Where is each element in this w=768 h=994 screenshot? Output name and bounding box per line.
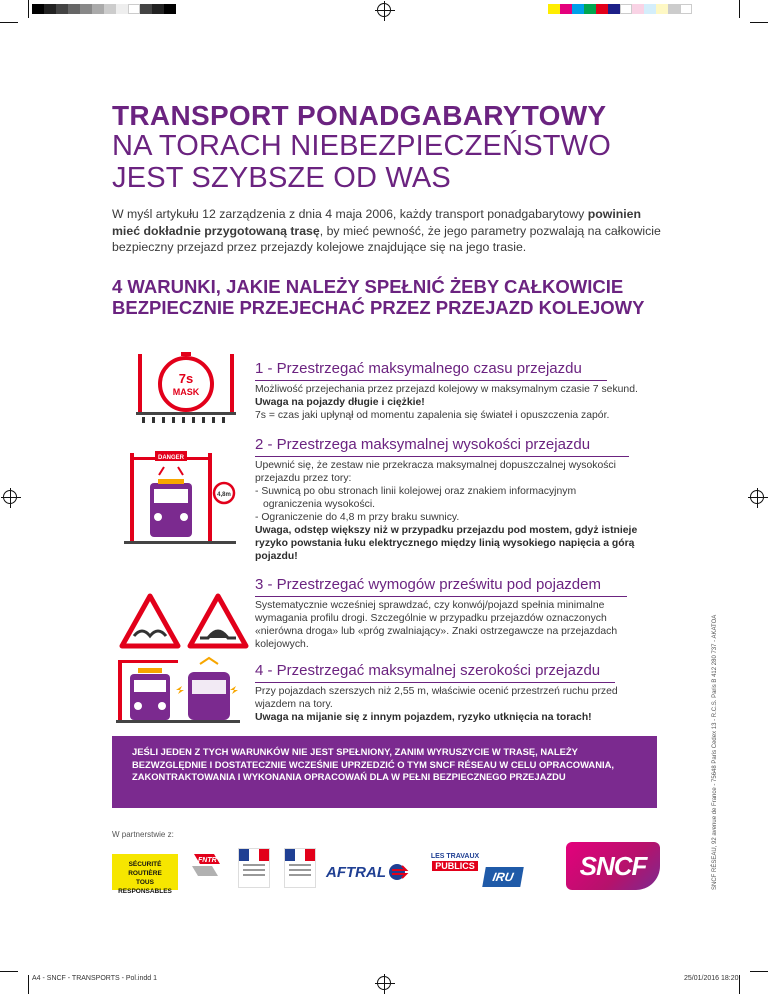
condition-1-bold: Uwaga na pojazdy długie i ciężkie!	[255, 397, 425, 408]
aftral-mark-icon	[388, 863, 410, 881]
aftral-text: AFTRAL	[326, 863, 386, 881]
crop-mark	[28, 975, 29, 994]
ministry-logo-1	[238, 848, 270, 888]
print-color-bar-right	[548, 4, 692, 14]
intro-paragraph	[112, 206, 662, 256]
fntr-logo	[190, 850, 228, 880]
crop-mark	[750, 971, 768, 972]
condition-4-text: Przy pojazdach szerszych niż 2,55 m, właściwie ocenić przestrzeń ruchu przed wjazdem na tory.	[255, 686, 618, 710]
condition-2-line-3: ograniczenia wysokości.	[263, 499, 376, 510]
page-title: TRANSPORT PONADGABARYTOWY	[112, 100, 607, 131]
condition-2-title-text: 2 - Przestrzega maksymalnej wysokości przejazdu	[255, 436, 591, 453]
condition-3-body: Systematycznie wcześniej sprawdzać, czy konwój/pojazd spełnia minimalne wymagania profilu drogi. Szczególnie w przypadku przejazdów oznaczonych «nierówna droga» lub «próg zwalniający». Znaki ostrzegawcze na przejazdach kolejowych.	[255, 600, 618, 650]
condition-4-title	[255, 662, 615, 683]
sncf-text: SNCF	[579, 850, 647, 881]
subtitle-line-2: JEST SZYBSZE OD WAS	[112, 162, 451, 194]
condition-3-title-text: 3 - Przestrzegać wymogów prześwitu pod pojazdem	[255, 576, 601, 593]
print-color-bar-left	[32, 4, 176, 14]
condition-4-title-text: 4 - Przestrzegać maksymalnej szerokości przejazdu	[255, 662, 601, 679]
partners-label: W partnerstwie z:	[112, 830, 174, 839]
condition-2-bold: Uwaga, odstęp większy niż w przypadku przejazdu pod mostem, gdyż istnieje ryzyko powstania łuku elektrycznego między linią wysokiego napięcia a górą pojazdu!	[255, 525, 638, 562]
file-slug: A4 - SNCF - TRANSPORTS - Pol.indd 1	[32, 975, 157, 982]
intro-text-2: , by mieć pewność, że jego parametry pozwalają na całkowicie bezpieczny przejazd przez przejazdy kolejowe znajdujące się na jego trasie.	[112, 223, 661, 254]
crop-mark	[0, 22, 18, 23]
width-vehicles-icon	[116, 656, 240, 726]
travaux-line-1: LES TRAVAUX	[430, 853, 480, 860]
iru-logo	[482, 867, 524, 887]
registration-mark-right	[750, 490, 764, 504]
speed-bump-sign-icon	[186, 592, 250, 650]
page-subtitle	[112, 130, 611, 194]
condition-1-text: Możliwość przejechania przez przejazd kolejowy w maksymalnym czasie 7 sekund.	[255, 384, 638, 395]
condition-3-title	[255, 576, 627, 597]
condition-1-title-text: 1 - Przestrzegać maksymalnego czasu przejazdu	[255, 360, 582, 377]
registration-mark-left	[3, 490, 17, 504]
securite-routiere-logo	[112, 854, 178, 895]
crop-mark	[750, 22, 768, 23]
condition-2-title	[255, 436, 629, 457]
condition-1-note: 7s = czas jaki upłynął od momentu zapalenia się świateł i opuszczenia zapór.	[255, 410, 610, 421]
warning-banner-text: JEŚLI JEDEN Z TYCH WARUNKÓW NIE JEST SPEŁNIONY, ZANIM WYRUSZYCIE W TRASĘ, NALEŻY BEZWZGLĘDNIE I DOSTATECZNIE WCZEŚNIE UPRZEDZIĆ O TYM SNCF RÉSEAU W CELU OPRACOWANIA, ZAKONTRAKTOWANIA I WYKONANIA OPRACOWAŃ DLA W PEŁNI BEZPIECZNEGO PRZEJAZDU	[132, 746, 614, 783]
condition-2-line-1: Upewnić się, że zestaw nie przekracza maksymalnej dopuszczalnej wysokości przejazdu przez tory:	[255, 460, 616, 484]
iru-text: IRU	[491, 870, 515, 884]
securite-routiere-line-2: TOUS RESPONSABLES	[118, 879, 172, 895]
intro-bold: powinien mieć dokładnie przygotowaną trasę	[112, 207, 642, 238]
crop-mark	[739, 975, 740, 994]
aftral-logo	[326, 860, 410, 884]
travaux-line-2: PUBLICS	[432, 861, 478, 871]
section-heading: 4 WARUNKI, JAKIE NALEŻY SPEŁNIĆ ŻEBY CAŁKOWICIE BEZPIECZNIE PRZEJECHAĆ PRZEZ PRZEJAZD KOLEJOWY	[112, 276, 645, 318]
ministry-logo-2	[284, 848, 316, 888]
subtitle-line-1: NA TORACH NIEBEZPIECZEŃSTWO	[112, 130, 612, 162]
sncf-logo	[566, 842, 660, 890]
timer-crossing-icon	[136, 350, 236, 424]
print-timestamp: 25/01/2016 18:20	[684, 975, 739, 982]
registration-mark-bottom	[377, 976, 391, 990]
condition-2-line-4: - Ograniczenie do 4,8 m przy braku suwnicy.	[255, 512, 460, 523]
registration-mark-top	[377, 3, 391, 17]
fntr-text: FNTR	[198, 857, 217, 864]
danger-label: DANGER	[157, 455, 185, 461]
condition-1-body	[255, 383, 640, 422]
securite-routiere-line-1: SÉCURITÉ ROUTIÈRE	[128, 861, 162, 877]
timer-label-bottom: MASK	[172, 387, 200, 397]
condition-2-line-2: - Suwnicą po obu stronach linii kolejowej oraz znakiem informacyjnym	[255, 486, 577, 497]
crop-mark	[28, 0, 29, 18]
intro-text-1: W myśl artykułu 12 zarządzenia z dnia 4 maja 2006, każdy transport ponadgabarytowy	[112, 207, 585, 221]
condition-1-title	[255, 360, 607, 381]
height-gantry-icon	[124, 447, 236, 547]
condition-4-body	[255, 685, 625, 724]
timer-label-top: 7s	[178, 371, 194, 386]
legal-side-text: SNCF RÉSEAU, 92 avenue de France - 75648 Paris Cedex 13 - R.C.S. Paris B 412 280 737 - AKATOA	[712, 614, 718, 890]
crop-mark	[739, 0, 740, 18]
condition-2-body	[255, 459, 640, 563]
height-limit-label: 4,8m	[217, 492, 231, 498]
condition-4-bold: Uwaga na mijanie się z innym pojazdem, ryzyko utknięcia na torach!	[255, 712, 592, 723]
uneven-road-sign-icon	[118, 592, 182, 650]
travaux-publics-logo	[426, 853, 484, 883]
warning-banner	[112, 736, 657, 808]
crop-mark	[0, 971, 18, 972]
